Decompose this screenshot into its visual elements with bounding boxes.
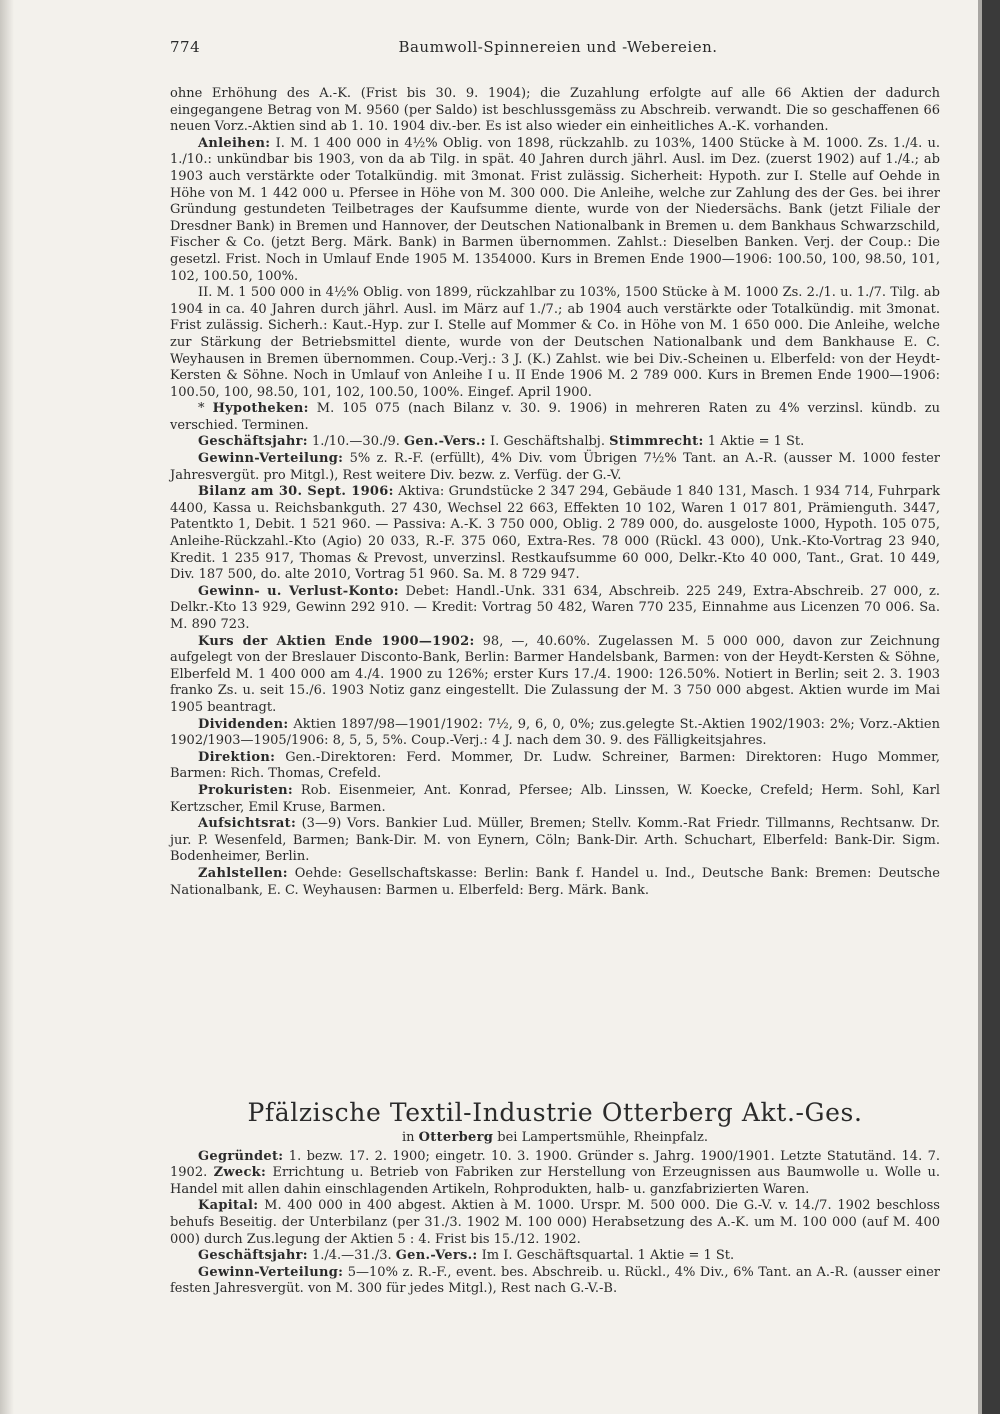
- label-kurs: Kurs der Aktien Ende 1900—1902:: [198, 633, 475, 649]
- label-dividenden: Dividenden:: [198, 716, 289, 732]
- label-gegruendet: Gegründet:: [198, 1148, 284, 1164]
- text-geschaeftsjahr: 1./10.—30./9.: [311, 434, 400, 450]
- label-gewinn-verteilung: Gewinn-Verteilung:: [198, 451, 344, 467]
- text-zweck: Errichtung u. Betrieb von Fabriken zur Herstellung von Erzeugnissen aus Baumwolle u. Wolle u. Handel mit allen dahin einschlagenden Artikeln, Rohprodukten, halb- u. ganzfabrizierten Waren.: [170, 1165, 940, 1197]
- text-gen-vers: I. Geschäftshalbj.: [489, 434, 605, 450]
- main-column: [170, 86, 940, 899]
- text-hypotheken: M. 105 075 (nach Bilanz v. 30. 9. 1906) in mehreren Raten zu 4% verzinsl. kündb. zu verschied. Terminen.: [170, 401, 940, 433]
- paragraph-kapital: [170, 1198, 940, 1248]
- paragraph-anleihen: [170, 136, 940, 285]
- text-gewinn-verteilung: 5% z. R.-F. (erfüllt), 4% Div. vom Übrigen 7½% Tant. an A.-R. (ausser M. 1000 fester Jahresvergüt. pro Mitgl.), Rest weitere Div. bezw. z. Verfüg. der G.-V.: [170, 451, 940, 483]
- label-company-gen-vers: Gen.-Vers.:: [395, 1248, 478, 1264]
- page-gutter-shadow: [0, 0, 14, 1414]
- paragraph-aufsichtsrat: [170, 816, 940, 866]
- company-location-pre: in: [401, 1130, 415, 1145]
- company-location: [170, 1130, 940, 1147]
- label-aufsichtsrat: Aufsichtsrat:: [198, 816, 297, 832]
- text-aufsichtsrat: (3—9) Vors. Bankier Lud. Müller, Bremen; Stellv. Komm.-Rat Friedr. Tillmanns, Rechtsanw. Dr. jur. P. Wesenfeld, Barmen; Bank-Dir. M. von Eynern, Cöln; Bank-Dir. Arth. Schuchart, Elberfeld: Bank-Dir. Sigm. Bodenheimer, Berlin.: [170, 816, 940, 865]
- page-number: 774: [170, 38, 201, 56]
- paragraph-bilanz: [170, 484, 940, 584]
- text-company-gewinn-verteilung: 5—10% z. R.-F., event. bes. Abschreib. u. Rückl., 4% Div., 6% Tant. an A.-R. (ausser einer festen Jahresvergüt. von M. 300 für jedes Mitgl.), Rest nach G.-V.-B.: [170, 1264, 940, 1297]
- paragraph-hypotheken: * Hypotheken: M. 105 075 (nach Bilanz v. 30. 9. 1906) in mehreren Raten zu 4% verzinsl. kündb. zu verschied. Terminen.: [170, 401, 940, 433]
- text-prokuristen: Rob. Eisenmeier, Ant. Konrad, Pfersee; Alb. Linssen, W. Koecke, Crefeld; Herm. Sohl, Karl Kertzscher, Emil Kruse, Barmen.: [170, 782, 941, 815]
- label-gen-vers: Gen.-Vers.:: [404, 434, 486, 450]
- paragraph-anleihe-2: II. M. 1 500 000 in 4½% Oblig. von 1899, rückzahlbar zu 103%, 1500 Stücke à M. 1000 Zs. 2./1. u. 1./7. Tilg. ab 1904 in ca. 40 Jahren durch jährl. Ausl. im März auf 1./7.; ab 1904 auch verstärkte oder Totalkündig. mit 3monat. Frist zulässig. Sicherh.: Kaut.-Hyp. zur I. Stelle auf Mommer & Co. in Höhe von M. 1 650 000. Die Anleihe, welche zur Stärkung der Betriebsmittel diente, wurde von der Deutschen Nationalbank und dem Bankhause E. C. Weyhausen in Bremen übernommen. Coup.-Verj.: 3 J. (K.) Zahlst. wie bei Div.-Scheinen u. Elberfeld: von der Heydt-Kersten & Söhne. Noch in Umlauf von Anleihe I u. II Ende 1906 M. 2 789 000. Kurs in Bremen Ende 1900—1906: 100.50, 100, 98.50, 101, 102, 100.50, 100%. Eingef. April 1900.: [170, 285, 940, 400]
- label-kapital: Kapital:: [198, 1198, 259, 1214]
- paragraph-gewinn-verlust: [170, 584, 940, 634]
- running-head: Baumwoll-Spinnereien und -Webereien.: [398, 38, 718, 56]
- paragraph-intro: ohne Erhöhung des A.-K. (Frist bis 30. 9. 1904); die Zuzahlung erfolgte auf alle 66 Aktien der dadurch eingegangene Betrag von M. 9560 (per Saldo) ist beschlussgemäss zu Abschreib. verwandt. Die so geschaffenen 66 neuen Vorz.-Aktien sind ab 1. 10. 1904 div.-ber. Es ist also wieder ein einheitliches A.-K. vorhanden.: [170, 86, 940, 135]
- paragraph-prokuristen: [170, 783, 940, 816]
- paragraph-gewinn-verteilung: [170, 451, 940, 484]
- text-kapital: M. 400 000 in 400 abgest. Aktien à M. 1000. Urspr. M. 500 000. Die G.-V. v. 14./7. 1902 beschloss behufs Beseitig. der Unterbilanz (per 31./3. 1902 M. 100 000) Herabsetzung des A.-K. um M. 100 000 (auf M. 400 000) durch Zus.legung der Aktien 5 : 4. Frist bis 15./12. 1902.: [170, 1198, 940, 1247]
- text-anleihen: I. M. 1 400 000 in 4½% Oblig. von 1898, rückzahlb. zu 103%, 1400 Stücke à M. 1000. Zs. 1./4. u. 1./10.: unkündbar bis 1903, von da ab Tilg. in spät. 40 Jahren durch jährl. Ausl. im Dez. (zuerst 1902) auf 1./4.; ab 1903 auch verstärkte oder Totalkündig. mit 3monat. Frist zulässig. Sicherheit: Hypoth. zur I. Stelle auf Oehde in Höhe von M. 1 442 000 u. Pfersee in Höhe von M. 300 000. Die Anleihe, welche zur Zahlung des der Ges. bei ihrer Gründung gestundeten Teilbetrages der Kaufsumme diente, wurde von der Niedersächs. Bank (jetzt Filiale der Dresdner Bank) in Bremen und Hannover, der Deutschen Nationalbank in Bremen u. dem Bankhaus Schwarzschild, Fischer & Co. (jetzt Berg. Märk. Bank) in Barmen übernommen. Zahlst.: Dieselben Banken. Verj. der Coup.: Die gesetzl. Frist. Noch in Umlauf Ende 1905 M. 1354000. Kurs in Bremen Ende 1900—1906: 100.50, 100, 98.50, 101, 102, 100.50, 100%.: [170, 135, 940, 284]
- label-stimmrecht: Stimmrecht:: [609, 434, 704, 450]
- company-location-post: bei Lampertsmühle, Rheinpfalz.: [497, 1130, 709, 1145]
- label-company-geschaeftsjahr: Geschäftsjahr:: [198, 1248, 308, 1264]
- company-location-place: Otterberg: [418, 1130, 494, 1145]
- text-company-geschaeftsjahr: 1./4.—31./3.: [311, 1248, 392, 1264]
- paragraph-company-gewinn-verteilung: [170, 1265, 940, 1298]
- paragraph-kurs: [170, 634, 940, 717]
- label-hypotheken: Hypotheken:: [212, 401, 309, 417]
- label-direktion: Direktion:: [198, 749, 276, 765]
- text-zahlstellen: Oehde: Gesellschaftskasse: Berlin: Bank f. Handel u. Ind., Deutsche Bank: Bremen: Deutsche Nationalbank, E. C. Weyhausen: Barmen u. Elberfeld: Berg. Märk. Bank.: [170, 865, 940, 898]
- text-company-gen-vers: Im I. Geschäftsquartal. 1 Aktie = 1 St.: [481, 1248, 735, 1264]
- paragraph-zahlstellen: [170, 866, 940, 899]
- label-gewinn-verlust: Gewinn- u. Verlust-Konto:: [198, 583, 399, 599]
- label-geschaeftsjahr: Geschäftsjahr:: [198, 434, 308, 450]
- scan-border: [982, 0, 1000, 1414]
- label-bilanz: Bilanz am 30. Sept. 1906:: [198, 484, 394, 500]
- text-bilanz: Aktiva: Grundstücke 2 347 294, Gebäude 1 840 131, Masch. 1 934 714, Fuhrpark 4400, Kassa u. Reichsbankguth. 27 430, Wechsel 22 663, Effekten 10 102, Waren 1 017 801, Prämienguth. 3447, Patentkto 1, Debit. 1 521 960. — Passiva: A.-K. 3 750 000, Oblig. 2 789 000, do. ausgeloste 1000, Hypoth. 105 075, Anleihe-Rückzahl.-Kto (Agio) 20 033, R.-F. 375 060, Extra-Res. 78 000 (Rückl. 43 000), Unk.-Kto-Vortrag 23 940, Kredit. 1 235 917, Thomas & Prevost, unverzinsl. Restkaufsumme 60 000, Delkr.-Kto 40 000, Tant., Grat. 10 449, Div. 187 500, do. alte 2010, Vortrag 51 960. Sa. M. 8 729 947.: [170, 484, 941, 583]
- label-prokuristen: Prokuristen:: [198, 782, 293, 798]
- label-zweck: Zweck:: [213, 1165, 267, 1181]
- label-zahlstellen: Zahlstellen:: [198, 865, 288, 881]
- paragraph-gegruendet: [170, 1149, 940, 1199]
- paragraph-company-geschaeftsjahr: [170, 1248, 940, 1265]
- text-direktion: Gen.-Direktoren: Ferd. Mommer, Dr. Ludw. Schreiner, Barmen: Direktoren: Hugo Mommer, Barmen: Rich. Thomas, Crefeld.: [170, 749, 940, 782]
- text-stimmrecht: 1 Aktie = 1 St.: [707, 434, 805, 450]
- text-gewinn-verlust: Debet: Handl.-Unk. 331 634, Abschreib. 225 249, Extra-Abschreib. 27 000, z. Delkr.-Kto 13 929, Gewinn 292 910. — Kredit: Vortrag 50 482, Waren 770 235, Einnahme aus Licenzen 70 006. Sa. M. 890 723.: [170, 583, 940, 632]
- company-entry: [170, 1098, 940, 1298]
- label-company-gewinn-verteilung: Gewinn-Verteilung:: [198, 1264, 344, 1280]
- text-kurs: 98, —, 40.60%. Zugelassen M. 5 000 000, davon zur Zeichnung aufgelegt von der Breslauer Disconto-Bank, Berlin: Barmer Handelsbank, Barmen: von der Heydt-Kersten & Söhne, Elberfeld M. 1 400 000 am 4./4. 1900 zu 126%; erster Kurs 17./4. 1900: 126.50%. Notiert in Berlin; seit 2. 3. 1903 franko Zs. u. seit 15./6. 1903 Notiz ganz eingestellt. Die Zulassung der M. 3 750 000 abgest. Aktien wurde im Mai 1905 beantragt.: [170, 633, 940, 715]
- text-dividenden: Aktien 1897/98—1901/1902: 7½, 9, 6, 0, 0%; zus.gelegte St.-Aktien 1902/1903: 2%; Vorz.-Aktien 1902/1903—1905/1906: 8, 5, 5, 5%. Coup.-Verj.: 4 J. nach dem 30. 9. des Fälligkeitsjahres.: [170, 716, 940, 749]
- company-title: Pfälzische Textil-Industrie Otterberg Akt.-Ges.: [247, 1098, 863, 1127]
- paragraph-direktion: [170, 750, 940, 783]
- paragraph-geschaeftsjahr: [170, 434, 940, 451]
- label-anleihen: Anleihen:: [198, 135, 271, 151]
- text-gegruendet: 1. bezw. 17. 2. 1900; eingetr. 10. 3. 1900. Gründer s. Jahrg. 1900/1901. Letzte Statutänd. 14. 7. 1902.: [170, 1148, 940, 1181]
- paragraph-dividenden: [170, 717, 940, 750]
